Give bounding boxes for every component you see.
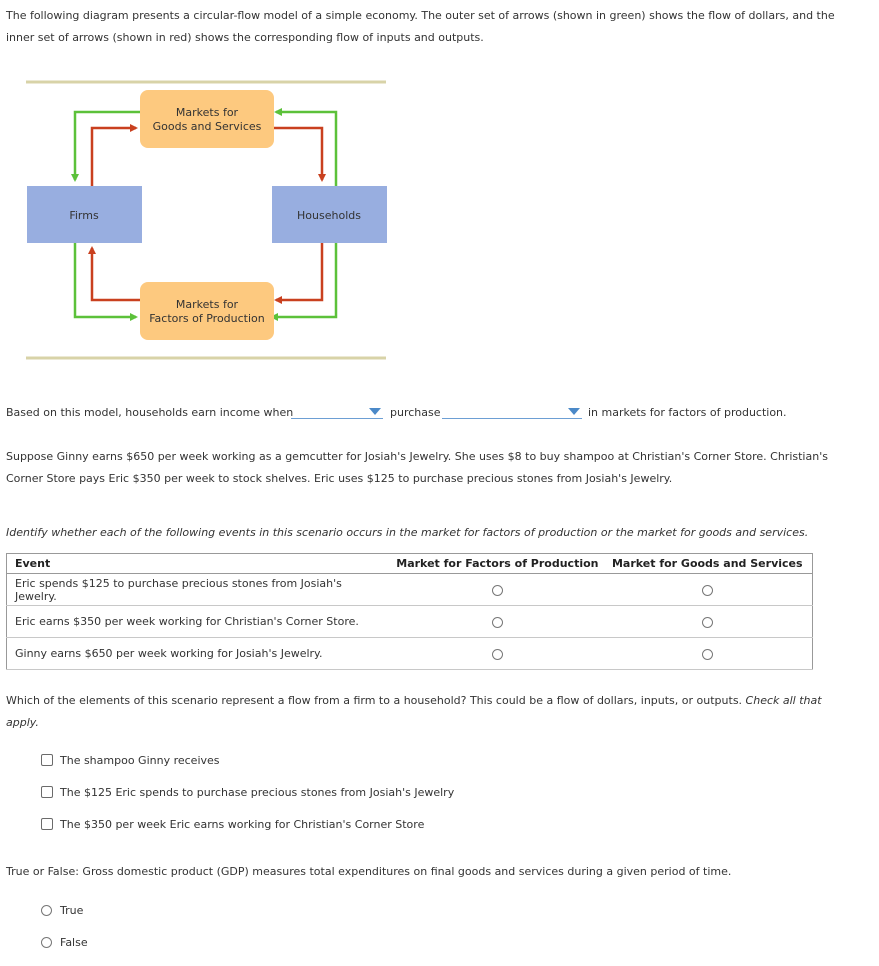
q3-question (6, 690, 846, 734)
radio-label: False (60, 935, 88, 949)
q2-instruction: Identify whether each of the following events in this scenario occurs in the market for factors of production or the market for goods and services. (6, 526, 809, 539)
radio-goods-row-3[interactable] (702, 649, 713, 660)
table-row (7, 574, 813, 606)
table-header-row (7, 554, 813, 574)
scenario-line-1: Suppose Ginny earns $650 per week working as a gemcutter for Josiah's Jewelry. She uses $8 to buy shampoo at Christian's Corner Store. Christian's (6, 450, 828, 463)
dollar-flow-households-to-factors (272, 242, 336, 317)
radio-option-false[interactable] (41, 935, 88, 949)
table-row (7, 606, 813, 638)
radio-goods-row-2[interactable] (702, 617, 713, 628)
checkbox-label: The $125 Eric spends to purchase precious stones from Josiah's Jewelry (60, 785, 455, 799)
goods-market-label-2: Goods and Services (152, 120, 262, 133)
dollar-flow-goods-to-firms (75, 112, 140, 180)
checkbox[interactable] (41, 786, 53, 798)
q3-check-all: Check all that (745, 694, 822, 707)
radio-label: True (60, 903, 84, 917)
output-flow-firms-to-goods (92, 128, 136, 186)
checkbox[interactable] (41, 754, 53, 766)
radio-factors-row-1[interactable] (492, 585, 503, 596)
table-row (7, 638, 813, 670)
checkbox[interactable] (41, 818, 53, 830)
chevron-down-icon (369, 408, 381, 415)
intro-line-1: The following diagram presents a circular-flow model of a simple economy. The outer set of arrows (shown in green) shows the flow of dollars, and the (6, 9, 835, 22)
output-flow-goods-to-households (274, 128, 322, 180)
q3-question-text: Which of the elements of this scenario represent a flow from a firm to a household? This could be a flow of dollars, inputs, or outputs. (6, 694, 743, 707)
radio-factors-row-3[interactable] (492, 649, 503, 660)
input-flow-households-to-factors (276, 243, 322, 300)
dollar-flow-factors-to-firms (75, 243, 136, 317)
radio[interactable] (41, 905, 52, 916)
scenario-text (6, 446, 846, 490)
q4-question: True or False: Gross domestic product (GDP) measures total expenditures on final goods and services during a given period of time. (6, 865, 732, 878)
firms-label: Firms (69, 209, 99, 222)
q1-middle: purchase (390, 406, 441, 419)
checkbox-option-1[interactable] (41, 753, 220, 767)
q1-suffix: in markets for factors of production. (588, 406, 787, 419)
goods-market-label-1: Markets for (175, 106, 239, 119)
radio-option-true[interactable] (41, 903, 83, 917)
intro-text (6, 5, 846, 49)
checkbox-option-2[interactable] (41, 785, 454, 799)
event-cell: Eric spends $125 to purchase precious stones from Josiah's Jewelry. (7, 574, 393, 606)
radio-factors-row-2[interactable] (492, 617, 503, 628)
households-label: Households (297, 209, 361, 222)
events-table (6, 553, 813, 670)
dollar-flow-households-to-goods (276, 112, 336, 186)
event-cell: Eric earns $350 per week working for Christian's Corner Store. (7, 606, 393, 638)
checkbox-label: The shampoo Ginny receives (60, 753, 220, 767)
factors-market-label-2: Factors of Production (149, 312, 265, 325)
q1-dropdown-1[interactable] (291, 405, 383, 419)
checkbox-label: The $350 per week Eric earns working for Christian's Corner Store (60, 817, 425, 831)
circular-flow-diagram (26, 80, 388, 362)
scenario-line-2: Corner Store pays Eric $350 per week to stock shelves. Eric uses $125 to purchase precious stones from Josiah's Jewelry. (6, 472, 673, 485)
factors-market-label-1: Markets for (175, 298, 239, 311)
radio[interactable] (41, 937, 52, 948)
q3-check-all-2: apply. (6, 716, 39, 729)
intro-line-2: inner set of arrows (shown in red) shows the corresponding flow of inputs and outputs. (6, 31, 484, 44)
header-event: Event (7, 554, 393, 574)
factors-market-box (140, 282, 274, 340)
goods-market-box (140, 90, 274, 148)
input-flow-factors-to-firms (92, 248, 140, 300)
radio-goods-row-1[interactable] (702, 585, 713, 596)
header-goods-market: Market for Goods and Services (603, 554, 813, 574)
event-cell: Ginny earns $650 per week working for Josiah's Jewelry. (7, 638, 393, 670)
q1-prefix: Based on this model, households earn income when (6, 406, 294, 419)
chevron-down-icon (568, 408, 580, 415)
header-factors-market: Market for Factors of Production (392, 554, 602, 574)
q1-dropdown-2[interactable] (442, 405, 582, 419)
checkbox-option-3[interactable] (41, 817, 424, 831)
